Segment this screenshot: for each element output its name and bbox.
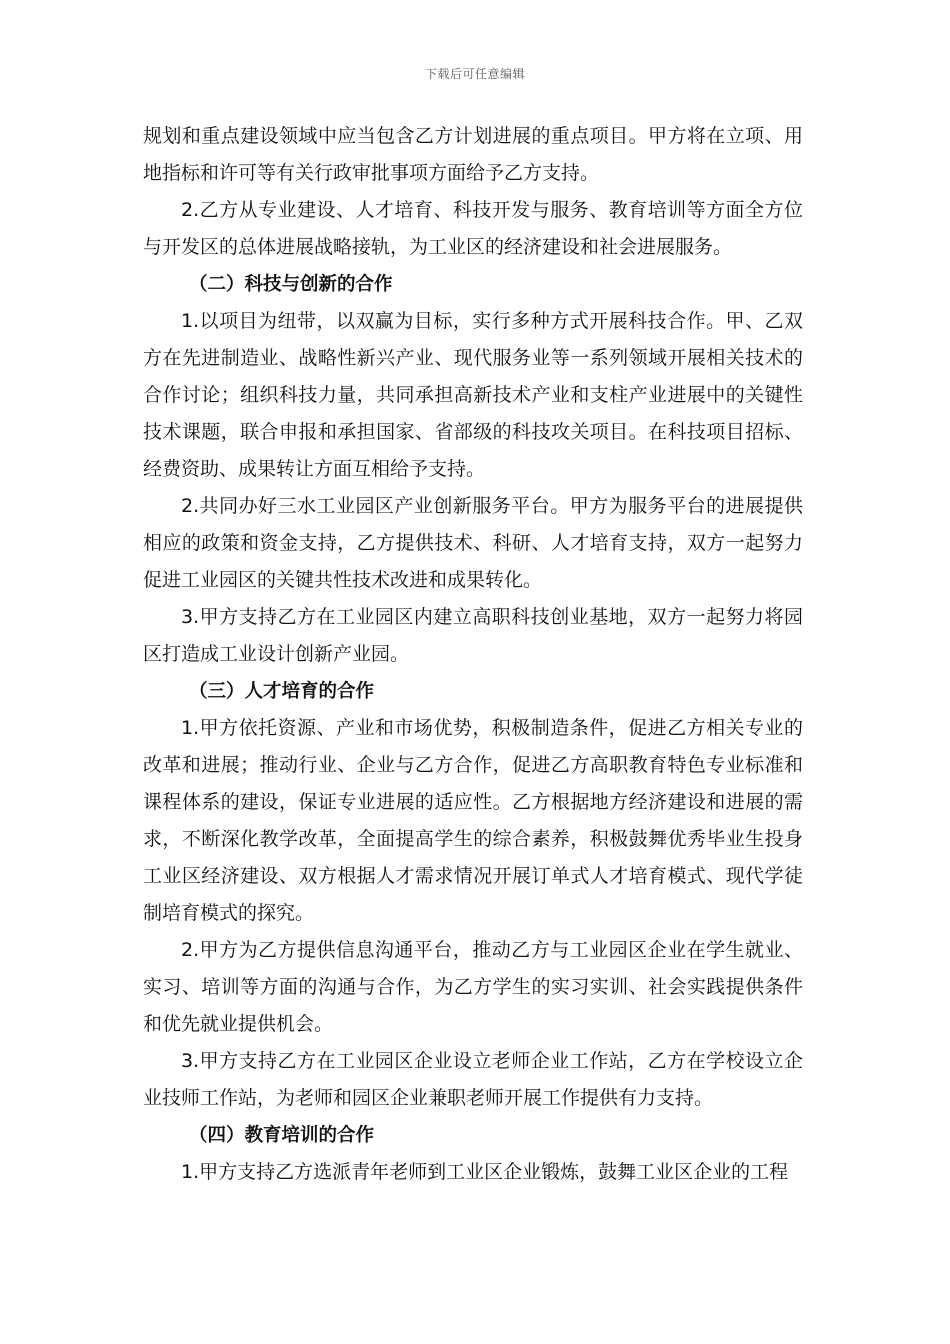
paragraph-item-2: 2.乙方从专业建设、人才培育、科技开发与服务、教育培训等方面全方位与开发区的总体进展战略接轨，为工业区的经济建设和社会进展服务。 (143, 199, 803, 258)
paragraph-talent-item-1: 1.甲方依托资源、产业和市场优势，积极制造条件，促进乙方相关专业的改革和进展；推动行业、企业与乙方合作，促进乙方高职教育特色专业标准和课程体系的建设，保证专业进展的适应性。乙方根据地方经济建设和进展的需求，不断深化教学改革，全面提高学生的综合素养，积极鼓舞优秀毕业生投身工业区经济建设、双方根据人才需求情况开展订单式人才培育模式、现代学徒制培育模式的探究。 (143, 717, 803, 924)
paragraph-talent-item-3: 3.甲方支持乙方在工业园区企业设立老师企业工作站，乙方在学校设立企业技师工作站，为老师和园区企业兼职老师开展工作提供有力支持。 (143, 1050, 803, 1109)
section-heading-talent-training: （三）人才培育的合作 (189, 681, 375, 702)
paragraph-tech-item-2: 2.共同办好三水工业园区产业创新服务平台。甲方为服务平台的进展提供相应的政策和资金支持，乙方提供技术、科研、人才培育支持，双方一起努力促进工业园区的关键共性技术改进和成果转化。 (143, 495, 803, 591)
page-header-note: 下载后可任意编辑 (424, 67, 525, 81)
paragraph-continuation: 规划和重点建设领域中应当包含乙方计划进展的重点项目。甲方将在立项、用地指标和许可等有关行政审批事项方面给予乙方支持。 (143, 125, 803, 184)
paragraph-talent-item-2: 2.甲方为乙方提供信息沟通平台，推动乙方与工业园区企业在学生就业、实习、培训等方面的沟通与合作，为乙方学生的实习实训、社会实践提供条件和优先就业提供机会。 (143, 939, 803, 1035)
section-heading-tech-innovation: （二）科技与创新的合作 (189, 274, 393, 295)
paragraph-tech-item-3: 3.甲方支持乙方在工业园区内建立高职科技创业基地，双方一起努力将园区打造成工业设计创新产业园。 (143, 606, 803, 665)
paragraph-education-item-1: 1.甲方支持乙方选派青年老师到工业区企业锻炼，鼓舞工业区企业的工程 (181, 1161, 789, 1183)
paragraph-tech-item-1: 1.以项目为纽带，以双赢为目标，实行多种方式开展科技合作。甲、乙双方在先进制造业、战略性新兴产业、现代服务业等一系列领域开展相关技术的合作讨论；组织科技力量，共同承担高新技术产业和支柱产业进展中的关键性技术课题，联合申报和承担国家、省部级的科技攻关项目。在科技项目招标、经费资助、成果转让方面互相给予支持。 (143, 310, 803, 480)
document-body (143, 118, 803, 1191)
section-heading-education-training: （四）教育培训的合作 (189, 1125, 375, 1146)
